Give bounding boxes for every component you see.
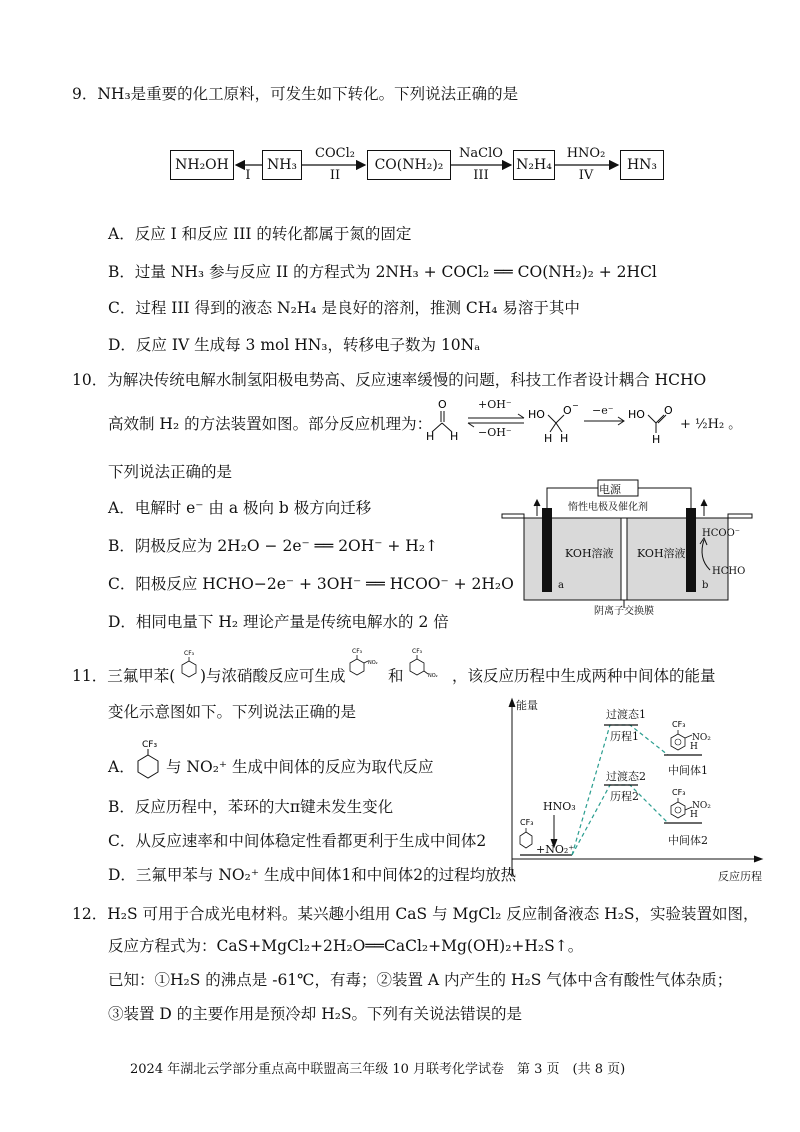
svg-text:NO₂: NO₂ <box>428 673 438 679</box>
start-no2-label: +NO₂⁺ <box>536 843 575 856</box>
q9-option-c: C．过程 III 得到的液态 N₂H₄ 是良好的溶剂，推测 CH₄ 易溶于其中 <box>108 299 580 317</box>
q9-option-d: D．反应 IV 生成每 3 mol HN₃，转移电子数为 10Nₐ <box>108 336 481 354</box>
svg-text:CF₃: CF₃ <box>520 818 534 827</box>
q10-mech-minus-oh: −OH⁻ <box>478 426 512 439</box>
q9-nh2oh-box: NH₂OH <box>170 150 234 180</box>
q10-stem-2: 高效制 H₂ 的方法装置如图。部分反应机理为： <box>108 415 433 433</box>
path-2-label: 历程2 <box>610 790 639 803</box>
svg-text:CF₃: CF₃ <box>142 740 158 750</box>
svg-text:O: O <box>563 404 572 417</box>
q10-option-d: D．相同电量下 H₂ 理论产量是传统电解水的 2 倍 <box>108 613 449 631</box>
q9-r1-label: I <box>245 168 251 183</box>
benzotrifluoride-option-icon <box>134 738 164 782</box>
svg-text:CF₃: CF₃ <box>672 720 686 729</box>
reaction-coordinate-label: 反应历程 <box>718 870 762 883</box>
q10-hcho-label: HCHO <box>712 566 746 577</box>
q11-stem-c: 和 <box>388 667 404 685</box>
q10-option-b: B．阴极反应为 2H₂O − 2e⁻ ══ 2OH⁻ + H₂↑ <box>108 537 439 555</box>
q10-catalyst-label: 惰性电极及催化剂 <box>568 502 648 513</box>
int1-no2-label: NO₂ <box>692 733 711 743</box>
q9-hn3-box: HN₃ <box>620 150 664 180</box>
q11-option-d: D．三氟甲苯与 NO₂⁺ 生成中间体1和中间体2的过程均放热 <box>108 866 517 884</box>
q10-option-a: A．电解时 e⁻ 由 a 极向 b 极方向迁移 <box>108 499 372 517</box>
q11-option-a-tail: 与 NO₂⁺ 生成中间体的反应为取代反应 <box>166 758 434 776</box>
svg-text:HO: HO <box>628 408 645 421</box>
svg-text:H: H <box>652 433 661 446</box>
q10-power-label: 电源 <box>599 483 621 496</box>
q10-hcoo-label: HCOO⁻ <box>702 528 741 539</box>
svg-text:O: O <box>664 404 673 417</box>
q9-urea-box: CO(NH₂)₂ <box>367 150 451 180</box>
q10-mech-minus-e: −e⁻ <box>592 404 614 417</box>
q9-n2h4-box: N₂H₄ <box>513 150 555 180</box>
q10-electrode-a: a <box>558 580 564 591</box>
energy-axis-label: 能量 <box>516 699 538 712</box>
transition-state-2-label: 过渡态2 <box>606 770 646 783</box>
svg-text:H: H <box>450 430 459 443</box>
svg-text:CF₃: CF₃ <box>672 788 686 797</box>
q11-stem-a: 11．三氟甲苯( <box>72 667 176 685</box>
q10-option-c: C．阳极反应 HCHO−2e⁻ + 3OH⁻ ══ HCOO⁻ + 2H₂O <box>108 575 514 593</box>
q10-membrane-label: 阴离子交换膜 <box>594 606 654 617</box>
transition-state-1-label: 过渡态1 <box>606 708 646 721</box>
q12-stem-3: 已知：①H₂S 的沸点是 -61℃，有毒；②装置 A 内产生的 H₂S 气体中含有酸性气体杂质； <box>108 971 733 989</box>
q10-electrode-b: b <box>702 580 709 591</box>
svg-text:CF₃: CF₃ <box>184 650 195 657</box>
q10-mech-h2: + ½H₂ 。 <box>680 417 742 432</box>
q11-stem-d: ，该反应历程中生成两种中间体的能量 <box>452 667 716 685</box>
q11-option-a-prefix: A． <box>108 758 135 776</box>
q9-option-a: A．反应 I 和反应 III 的转化都属于氮的固定 <box>108 225 412 243</box>
q9-option-b: B．过量 NH₃ 参与反应 II 的方程式为 2NH₃ + COCl₂ ══ CO(NH₂)₂ + 2HCl <box>108 263 657 281</box>
q9-r4-label: IV <box>578 168 594 183</box>
q9-r2-label: II <box>329 168 341 183</box>
svg-text:H: H <box>426 430 435 443</box>
q12-stem-2: 反应方程式为：CaS+MgCl₂+2H₂O══CaCl₂+Mg(OH)₂+H₂S↑。 <box>108 937 584 955</box>
intermediate-1-label: 中间体1 <box>668 764 708 777</box>
svg-text:O: O <box>438 398 447 411</box>
svg-text:H: H <box>544 432 553 445</box>
svg-text:H: H <box>560 432 569 445</box>
q10-stem-1: 10．为解决传统电解水制氢阳极电势高、反应速率缓慢的问题，科技工作者设计耦合 HCHO <box>72 371 707 389</box>
q10-koh-right: KOH溶液 <box>637 547 686 560</box>
q11-stem-2: 变化示意图如下。下列说法正确的是 <box>108 703 357 721</box>
int2-no2-label: NO₂ <box>692 801 711 811</box>
q12-stem-4: ③装置 D 的主要作用是预冷却 H₂S。下列有关说法错误的是 <box>108 1005 523 1023</box>
path-1-label: 历程1 <box>610 730 639 743</box>
svg-text:HO: HO <box>528 408 545 421</box>
intermediate-2-label: 中间体2 <box>668 834 708 847</box>
svg-text:CF₃: CF₃ <box>412 648 423 655</box>
q9-r4-reagent: HNO₂ <box>566 146 606 161</box>
q9-r2-reagent: COCl₂ <box>315 146 355 161</box>
q9-arrows <box>0 0 800 200</box>
q10-mech-plus-oh: +OH⁻ <box>478 398 512 411</box>
int1-h-label: H <box>690 742 698 752</box>
svg-text:CF₃: CF₃ <box>352 648 363 655</box>
svg-text:−: − <box>572 401 579 410</box>
q9-r3-label: III <box>473 168 489 183</box>
q11-option-b: B．反应历程中，苯环的大π键未发生变化 <box>108 798 394 816</box>
q9-nh3-box: NH₃ <box>262 150 302 180</box>
q10-koh-left: KOH溶液 <box>565 547 614 560</box>
q12-stem-1: 12．H₂S 可用于合成光电材料。某兴趣小组用 CaS 与 MgCl₂ 反应制备液态 H₂S，实验装置如图， <box>72 905 759 923</box>
svg-text:NO₂: NO₂ <box>368 660 378 666</box>
q10-stem-3: 下列说法正确的是 <box>108 463 233 481</box>
q9-stem: 9．NH₃是重要的化工原料，可发生如下转化。下列说法正确的是 <box>72 85 519 103</box>
q11-stem-b: )与浓硝酸反应可生成 <box>200 667 346 685</box>
hno3-label: HNO₃ <box>543 800 576 813</box>
ortho-nitro-product-icon <box>346 646 380 680</box>
page-footer: 2024 年湖北云学部分重点高中联盟高三年级 10 月联考化学试卷 第 3 页 (共 8 页) <box>130 1062 626 1077</box>
meta-nitro-product-icon <box>406 646 446 680</box>
q9-r3-reagent: NaClO <box>459 146 503 161</box>
benzotrifluoride-icon <box>178 648 200 682</box>
q11-option-c: C．从反应速率和中间体稳定性看都更利于生成中间体2 <box>108 832 487 850</box>
int2-h-label: H <box>690 810 698 820</box>
